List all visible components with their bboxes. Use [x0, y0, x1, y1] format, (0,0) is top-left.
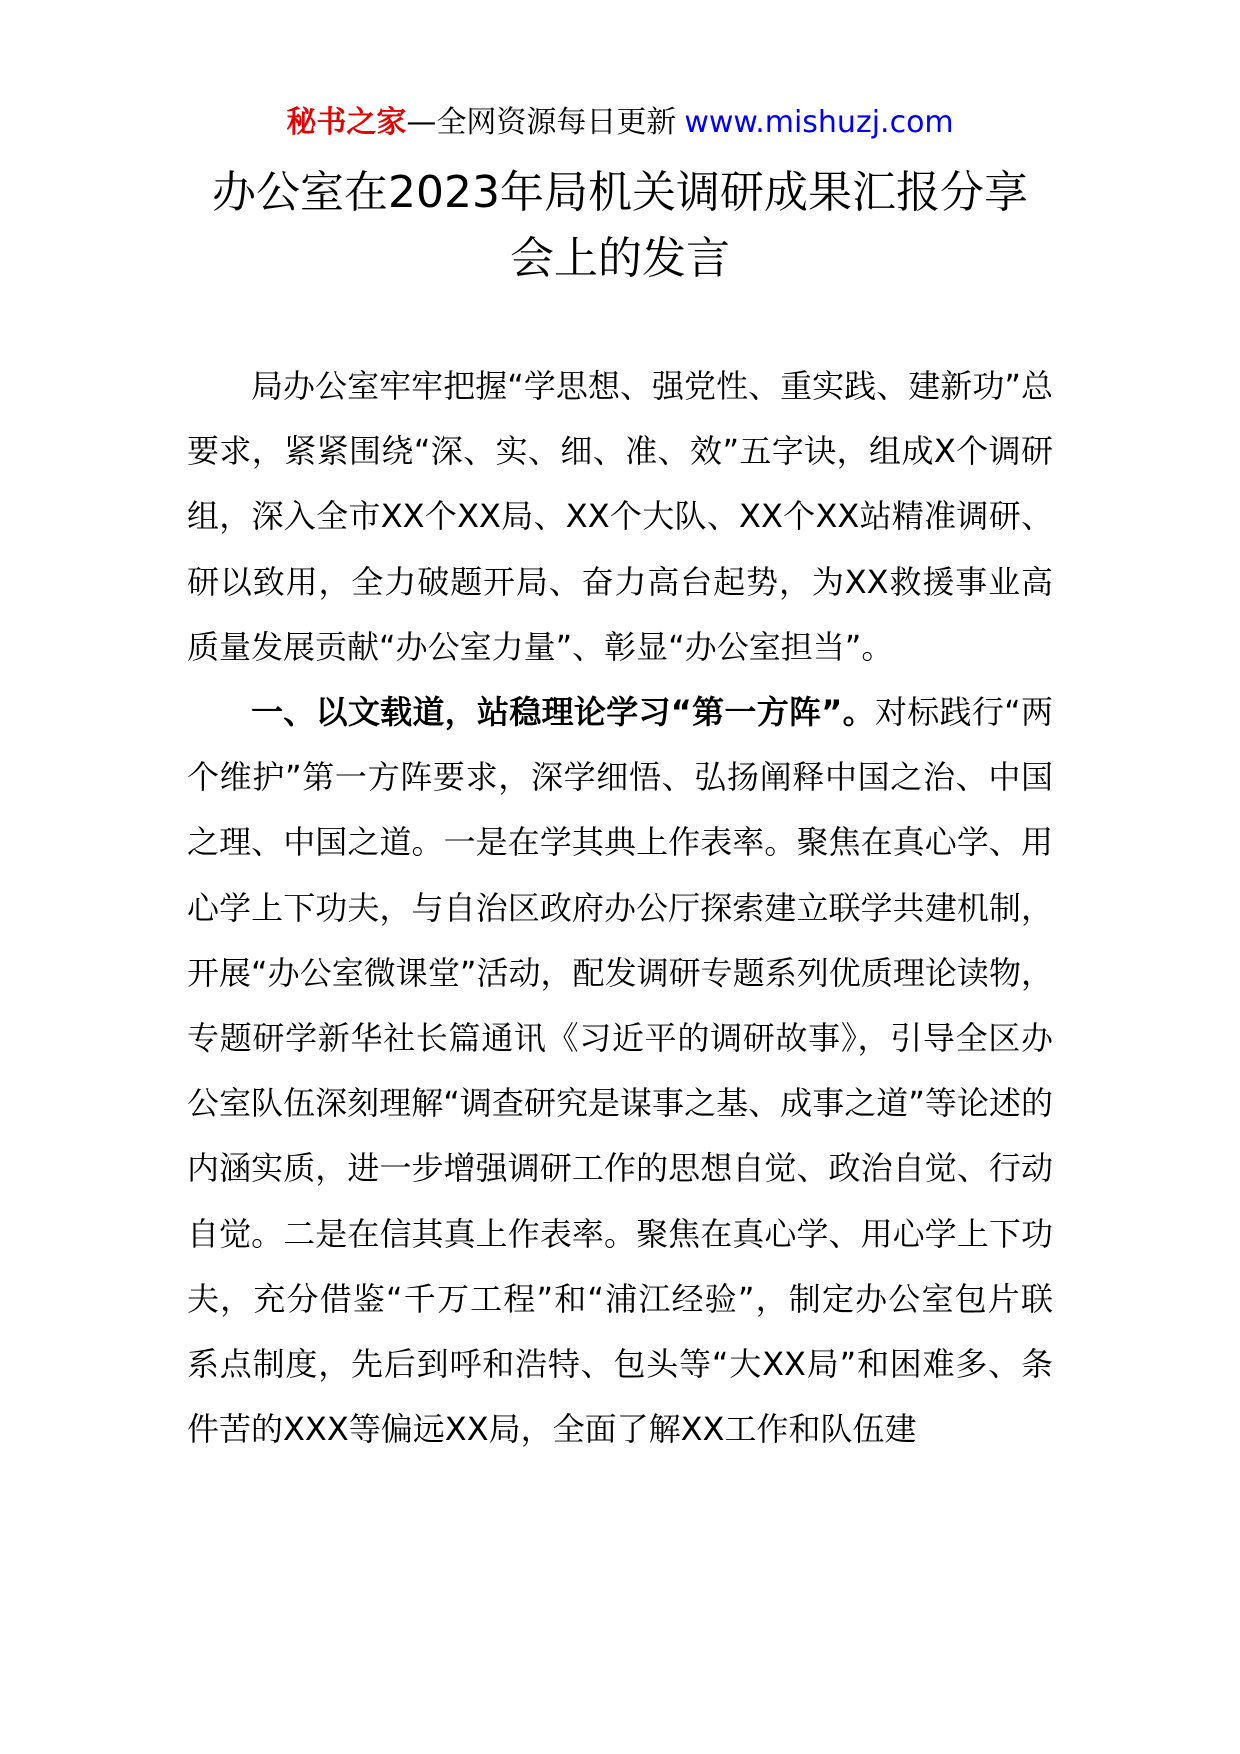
document-body — [187, 354, 1053, 1462]
brand-name: 秘书之家 — [286, 105, 407, 140]
section-body: 对标践行“两个维护”第一方阵要求，深学细悟、弘扬阐释中国之治、中国之理、中国之道。一是在学其典上作表率。聚焦在真心学、用心学上下功夫，与自治区政府办公厅探索建立联学共建机制，开展“办公室微课堂”活动，配发调研专题系列优质理论读物，专题研学新华社长篇通讯《习近平的调研故事》，引导全区办公室队伍深刻理解“调查研究是谋事之基、成事之道”等论述的内涵实质，进一步增强调研工作的思想自觉、政治自觉、行动自觉。二是在信其真上作表率。聚焦在真心学、用心学上下功夫，充分借鉴“千万工程”和“浦江经验”，制定办公室包片联系点制度，先后到呼和浩特、包头等“大XX局”和困难多、条件苦的XXX等偏远XX局，全面了解XX工作和队伍建 — [187, 693, 1053, 1449]
paragraph-intro: 局办公室牢牢把握“学思想、强党性、重实践、建新功”总要求，紧紧围绕“深、实、细、准、效”五字诀，组成X个调研组，深入全市XX个XX局、XX个大队、XX个XX站精准调研、研以致用，全力破题开局、奋力高台起势，为XX救援事业高质量发展贡献“办公室力量”、彰显“办公室担当”。 — [187, 367, 1053, 666]
section-heading: 一、以文载道，站稳理论学习“第一方阵”。 — [251, 693, 875, 732]
title-line-2: 会上的发言 — [510, 233, 730, 284]
paragraph-section-1 — [187, 680, 1053, 1462]
site-header — [0, 103, 1240, 143]
document-title — [150, 160, 1090, 292]
header-tagline: —全网资源每日更新 — [406, 105, 677, 140]
site-url[interactable]: www.mishuzj.com — [684, 105, 954, 140]
title-line-1: 办公室在2023年局机关调研成果汇报分享 — [212, 167, 1028, 218]
